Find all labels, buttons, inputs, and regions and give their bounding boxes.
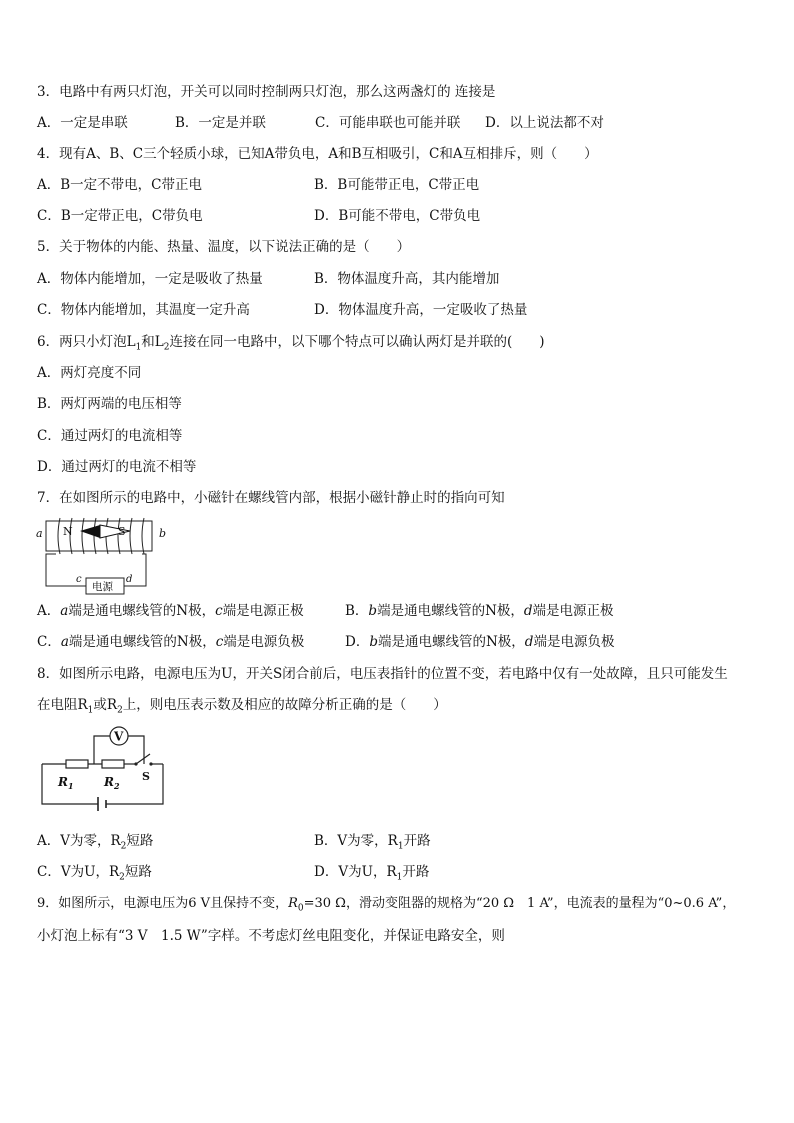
- q6-stem: 6．两只小灯泡$L_1$和$L_2$连接在同一电路中，以下哪个特点可以确认两灯是并联的( ): [37, 334, 545, 353]
- q3-option-c: C．可能串联也可能并联: [315, 115, 461, 131]
- fig8-label-r2: $R_2$: [104, 775, 120, 791]
- fig7-label-n: N: [63, 525, 73, 538]
- q5-stem: 5．关于物体的内能、热量、温度，以下说法正确的是（ ）: [37, 239, 411, 255]
- q6-option-c: C．通过两灯的电流相等: [37, 428, 183, 444]
- fig8-resistor-r1: [66, 760, 88, 768]
- q5-option-a: A．物体内能增加，一定是吸收了热量: [37, 271, 263, 287]
- q4-option-d: D．B可能不带电，C带负电: [314, 208, 481, 224]
- q8-option-c: C．V为U，$R_2$短路: [37, 864, 152, 883]
- q4-stem: 4．现有A、B、C三个轻质小球，已知A带负电，A和B互相吸引，C和A互相排斥，则（ ）: [37, 146, 598, 162]
- q3-option-a: A．一定是串联: [37, 115, 128, 131]
- q3-option-b: B．一定是并联: [175, 115, 266, 131]
- q7-stem: 7．在如图所示的电路中，小磁针在螺线管内部，根据小磁针静止时的指向可知: [37, 490, 505, 506]
- fig7-label-c: c: [76, 574, 82, 585]
- fig7-label-s: S: [118, 525, 126, 538]
- fig8-resistor-r2: [102, 760, 124, 768]
- q7-option-c: C．a端是通电螺线管的N极，c端是电源负极: [37, 634, 305, 650]
- q8-option-b: B．V为零，$R_1$开路: [314, 833, 431, 852]
- q8-circuit-figure: [38, 724, 168, 812]
- q4-option-a: A．B一定不带电，C带正电: [37, 177, 202, 193]
- q7-option-a: A．a端是通电螺线管的N极，c端是电源正极: [37, 603, 304, 619]
- fig7-label-b: b: [159, 527, 167, 540]
- q6-option-d: D．通过两灯的电流不相等: [37, 459, 197, 475]
- q5-option-b: B．物体温度升高，其内能增加: [314, 271, 500, 287]
- fig8-switch-blade: [136, 754, 150, 764]
- fig8-label-r1: $R_1$: [58, 775, 74, 791]
- q7-option-b: B．b端是通电螺线管的N极，d端是电源正极: [345, 603, 614, 619]
- q7-solenoid-figure: [34, 512, 169, 598]
- q5-option-c: C．物体内能增加，其温度一定升高: [37, 302, 250, 318]
- q8-stem-line2: 在电阻$R_1$或$R_2$上，则电压表示数及相应的故障分析正确的是（ ）: [37, 697, 447, 716]
- q6-option-b: B．两灯两端的电压相等: [37, 396, 182, 412]
- q3-stem: 3．电路中有两只灯泡，开关可以同时控制两只灯泡，那么这两盏灯的 连接是: [37, 84, 496, 100]
- q4-option-b: B．B可能带正电，C带正电: [314, 177, 480, 193]
- q8-option-a: A．V为零，$R_2$短路: [37, 833, 154, 852]
- q8-stem-line1: 8．如图所示电路，电源电压为U，开关S闭合前后，电压表指针的位置不变，若电路中仅有一处故障，且只可能发生: [37, 666, 728, 682]
- fig8-label-s: S: [142, 770, 150, 783]
- fig7-source-label: 电源: [92, 581, 113, 593]
- q5-option-d: D．物体温度升高，一定吸收了热量: [314, 302, 528, 318]
- fig8-voltmeter-label: V: [114, 729, 124, 744]
- fig7-label-d: d: [126, 574, 133, 585]
- q9-stem-line2: 小灯泡上标有“3 V 1.5 W”字样。不考虑灯丝电阻变化，并保证电路安全，则: [37, 928, 505, 944]
- q7-option-d: D．b端是通电螺线管的N极，d端是电源负极: [345, 634, 615, 650]
- q8-option-d: D．V为U，$R_1$开路: [314, 864, 430, 883]
- q3-option-d: D．以上说法都不对: [485, 115, 604, 131]
- fig7-label-a: a: [36, 527, 43, 540]
- fig8-battery: [98, 797, 106, 811]
- q9-stem-line1: 9．如图所示，电源电压为6 V且保持不变，$R_0=30$ Ω，滑动变阻器的规格为“20 Ω 1 A”，电流表的量程为“0~0.6 A”，: [37, 896, 736, 914]
- q6-option-a: A．两灯亮度不同: [37, 365, 142, 381]
- q4-option-c: C．B一定带正电，C带负电: [37, 208, 203, 224]
